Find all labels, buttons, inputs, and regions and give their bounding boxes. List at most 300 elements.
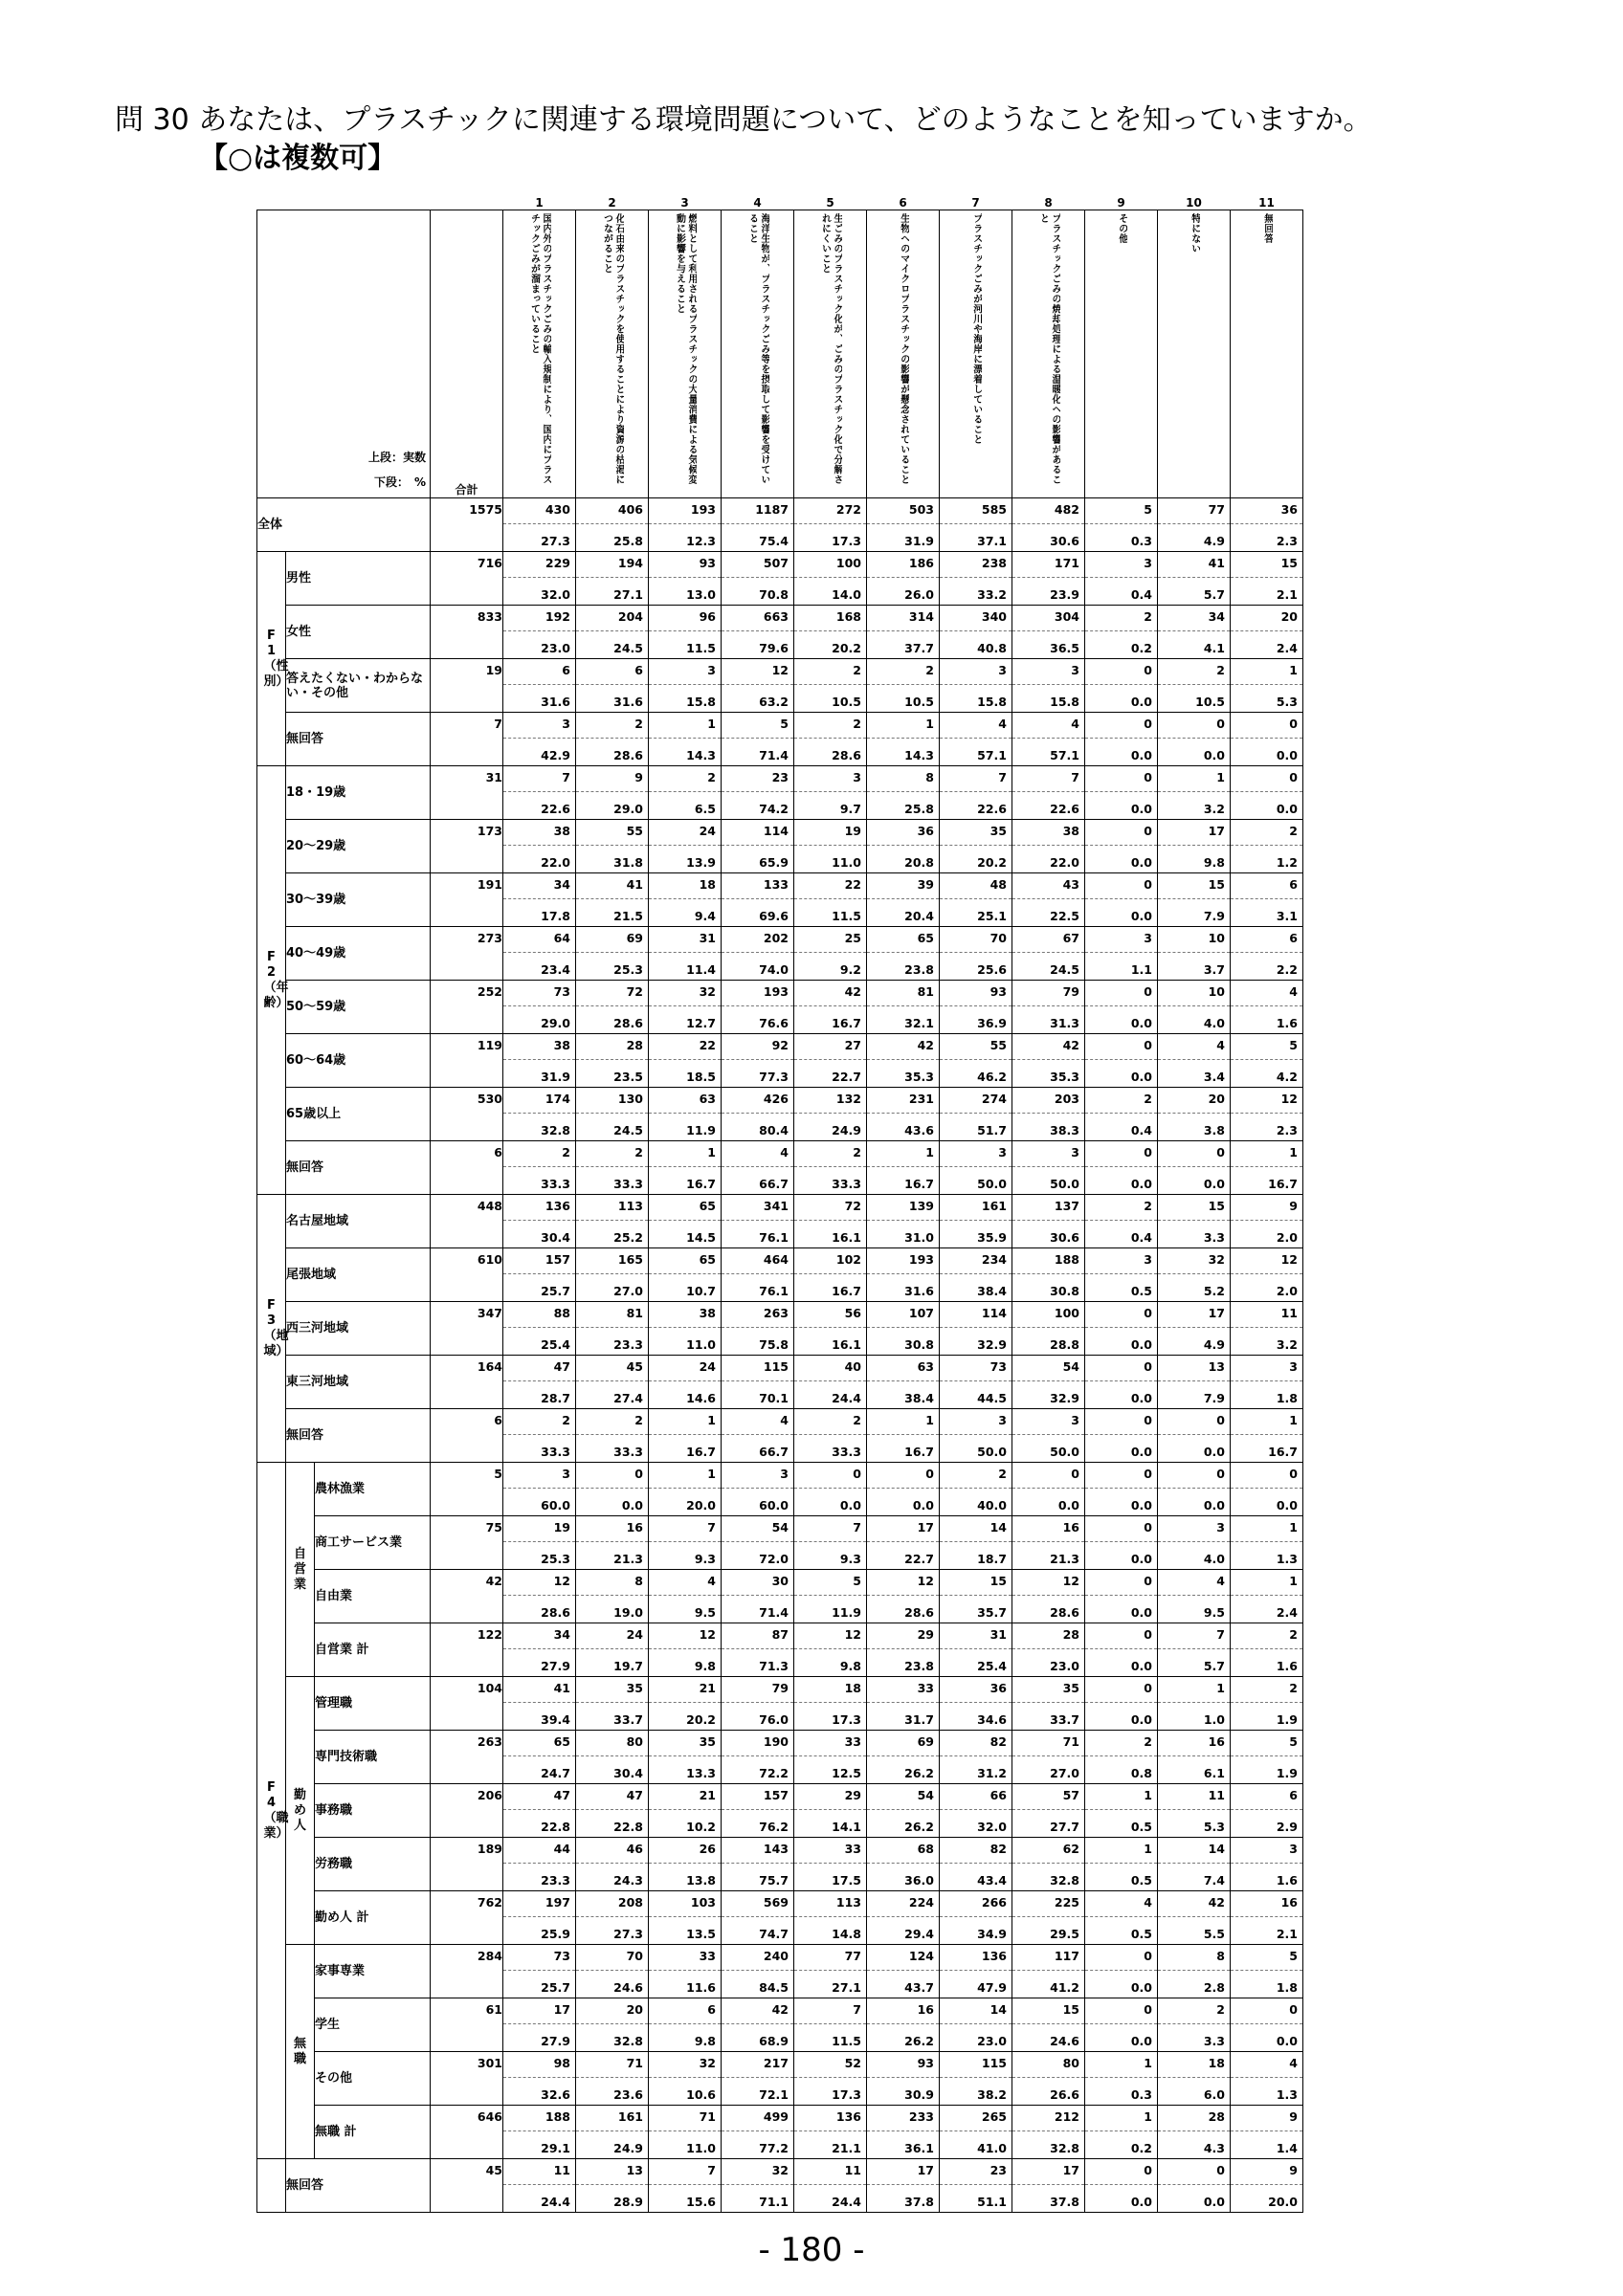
data-cell: [867, 1463, 940, 1516]
cell-percent: 37.8: [1050, 2195, 1079, 2209]
cell-percent: 14.0: [832, 587, 861, 602]
cell-percent: 9.8: [839, 1659, 861, 1673]
column-number: 11: [1258, 196, 1275, 210]
cell-percent: 18.7: [977, 1552, 1007, 1566]
cell-percent: 4.0: [1203, 1552, 1225, 1566]
cell-count: 0: [1289, 770, 1298, 784]
cell-count: 14: [989, 1520, 1007, 1534]
cell-count: 16: [1208, 1734, 1225, 1749]
cell-percent: 7.9: [1203, 909, 1225, 923]
cell-count: 1: [1144, 1788, 1152, 1802]
cell-percent: 16.7: [686, 1445, 716, 1459]
data-cell: [940, 1570, 1012, 1623]
cell-percent: 24.9: [613, 2141, 643, 2155]
cell-count: 66: [989, 1788, 1007, 1802]
cell-count: 93: [917, 2056, 934, 2070]
data-cell: [1012, 1195, 1085, 1248]
cell-percent: 31.6: [541, 695, 570, 709]
row-label: 30～39歳: [286, 873, 431, 927]
cell-percent: 0.0: [912, 1498, 934, 1512]
cell-count: 35: [989, 824, 1007, 838]
cell-count: 0: [1144, 984, 1152, 999]
data-cell: [1158, 927, 1231, 981]
data-cell: [940, 1731, 1012, 1784]
cell-count: 87: [771, 1627, 789, 1642]
cell-percent: 71.3: [759, 1659, 789, 1673]
data-cell: [649, 1784, 722, 1838]
data-cell: [1012, 606, 1085, 659]
cell-percent: 0.0: [1276, 748, 1298, 762]
cell-count: 6: [1289, 931, 1298, 945]
cell-percent: 41.0: [977, 2141, 1007, 2155]
cell-count: 0: [1144, 877, 1152, 892]
cell-count: 430: [545, 502, 570, 517]
cell-count: 7: [998, 770, 1007, 784]
cell-count: 4: [1216, 1574, 1225, 1588]
cell-percent: 76.2: [759, 1820, 789, 1834]
cell-count: 22: [699, 1038, 716, 1052]
column-header: プラスチックごみが河川や海岸に漂着していること: [940, 210, 1012, 498]
cell-count: 569: [763, 1895, 789, 1910]
cell-percent: 22.0: [541, 855, 570, 870]
cell-count: 33: [844, 1842, 861, 1856]
cell-count: 12: [917, 1574, 934, 1588]
cell-percent: 0.0: [1203, 1498, 1225, 1512]
data-cell: [1085, 1731, 1158, 1784]
cell-percent: 1.6: [1276, 1016, 1298, 1030]
cell-count: 31: [699, 931, 716, 945]
cell-count: 32: [771, 2163, 789, 2177]
cell-percent: 69.6: [759, 909, 789, 923]
table-row: [257, 713, 1303, 766]
data-cell: [722, 1891, 794, 1945]
data-cell: [1012, 1838, 1085, 1891]
cell-percent: 21.1: [832, 2141, 861, 2155]
cell-percent: 24.5: [613, 1123, 643, 1137]
cell-percent: 9.5: [694, 1605, 716, 1620]
row-total: [431, 1141, 503, 1195]
cell-count: 19: [553, 1520, 570, 1534]
cell-count: 1: [1289, 1520, 1298, 1534]
cell-count: 0: [1144, 824, 1152, 838]
cell-percent: 23.0: [1050, 1659, 1079, 1673]
cell-percent: 30.6: [1050, 534, 1079, 548]
cell-count: 21: [699, 1788, 716, 1802]
cell-count: 80: [1062, 2056, 1079, 2070]
cell-count: 2: [562, 1413, 570, 1427]
cell-count: 35: [699, 1734, 716, 1749]
data-cell: [1085, 766, 1158, 820]
cell-count: 0: [1144, 1467, 1152, 1481]
cell-count: 38: [699, 1306, 716, 1320]
data-cell: [1158, 820, 1231, 873]
cell-percent: 30.4: [613, 1766, 643, 1780]
data-cell: [794, 1356, 867, 1409]
data-cell: [576, 766, 649, 820]
cell-count: 0: [1144, 2163, 1152, 2177]
cell-percent: 34.6: [977, 1712, 1007, 1727]
cell-count: 3: [1071, 663, 1079, 677]
data-cell: [503, 927, 576, 981]
cell-percent: 32.8: [541, 1123, 570, 1137]
cell-count: 54: [1062, 1359, 1079, 1374]
data-cell: [1085, 820, 1158, 873]
cell-count: 26: [699, 1842, 716, 1856]
cell-percent: 28.9: [613, 2195, 643, 2209]
column-number: 8: [1044, 196, 1053, 210]
cell-count: 2: [1144, 1734, 1152, 1749]
data-cell: [1012, 1034, 1085, 1088]
cell-percent: 11.4: [686, 962, 716, 977]
data-cell: [1158, 498, 1231, 552]
data-cell: [503, 552, 576, 606]
cell-percent: 29.0: [541, 1016, 570, 1030]
cell-percent: 12.7: [686, 1016, 716, 1030]
cell-count: 12: [1062, 1574, 1079, 1588]
row-label: 無職 計: [315, 2106, 431, 2159]
cell-count: 36: [1280, 502, 1298, 517]
row-total-value: 6: [494, 1145, 502, 1159]
cell-percent: 9.8: [694, 1659, 716, 1673]
data-cell: [576, 1356, 649, 1409]
cell-count: 8: [1216, 1949, 1225, 1963]
row-label: 勤め人 計: [315, 1891, 431, 1945]
cell-percent: 3.3: [1203, 1230, 1225, 1245]
cell-percent: 9.3: [839, 1552, 861, 1566]
data-cell: [1012, 498, 1085, 552]
data-cell: [1158, 1302, 1231, 1356]
cell-count: 79: [771, 1681, 789, 1695]
data-cell: [649, 1998, 722, 2052]
data-cell: [794, 820, 867, 873]
cell-percent: 4.0: [1203, 1016, 1225, 1030]
data-cell: [1231, 766, 1303, 820]
column-number-row: [257, 196, 1303, 210]
data-cell: [722, 2159, 794, 2213]
row-total: [431, 873, 503, 927]
data-cell: [576, 498, 649, 552]
data-cell: [576, 2106, 649, 2159]
cell-percent: 32.8: [1050, 2141, 1079, 2155]
cell-count: 186: [908, 556, 934, 570]
cell-percent: 1.2: [1276, 855, 1298, 870]
data-cell: [722, 1945, 794, 1998]
cell-percent: 35.7: [977, 1605, 1007, 1620]
cell-percent: 0.0: [1130, 695, 1152, 709]
cell-percent: 22.6: [1050, 802, 1079, 816]
cell-percent: 2.8: [1203, 1980, 1225, 1995]
data-cell: [503, 820, 576, 873]
cell-count: 188: [1054, 1252, 1079, 1267]
cell-count: 7: [1216, 1627, 1225, 1642]
data-cell: [1012, 981, 1085, 1034]
data-cell: [1012, 820, 1085, 873]
table-row: [257, 1623, 1303, 1677]
cell-count: 139: [908, 1199, 934, 1213]
row-total-value: 42: [485, 1574, 502, 1588]
column-header: 生物へのマイクロプラスチックの影響が懸念されていること: [867, 210, 940, 498]
cell-percent: 27.3: [613, 1927, 643, 1941]
data-cell: [1012, 1998, 1085, 2052]
cell-percent: 71.4: [759, 748, 789, 762]
cell-count: 2: [853, 717, 861, 731]
data-cell: [722, 713, 794, 766]
cell-count: 3: [998, 1145, 1007, 1159]
cell-percent: 0.5: [1130, 1927, 1152, 1941]
cell-count: 47: [553, 1788, 570, 1802]
cell-count: 503: [908, 502, 934, 517]
data-cell: [576, 1623, 649, 1677]
cell-count: 38: [553, 1038, 570, 1052]
data-cell: [940, 1409, 1012, 1463]
data-cell: [1158, 1248, 1231, 1302]
data-cell: [1085, 2159, 1158, 2213]
row-total-value: 164: [477, 1359, 502, 1374]
data-cell: [1012, 1784, 1085, 1838]
data-cell: [867, 713, 940, 766]
data-cell: [649, 1248, 722, 1302]
cell-count: 266: [981, 1895, 1007, 1910]
group-label: [257, 1463, 289, 2159]
cell-percent: 20.8: [904, 855, 934, 870]
cell-percent: 1.0: [1203, 1712, 1225, 1727]
cell-percent: 32.6: [541, 2087, 570, 2102]
group-label-text: 自営業: [293, 1546, 306, 1592]
cell-percent: 20.0: [686, 1498, 716, 1512]
data-cell: [1158, 1945, 1231, 1998]
cell-percent: 1.8: [1276, 1391, 1298, 1405]
column-number: 5: [826, 196, 834, 210]
data-cell: [649, 1677, 722, 1731]
data-cell: [1158, 1409, 1231, 1463]
cell-count: 77: [844, 1949, 861, 1963]
cell-percent: 9.7: [839, 802, 861, 816]
cell-percent: 0.3: [1130, 2087, 1152, 2102]
cell-count: 42: [917, 1038, 934, 1052]
cell-percent: 15.8: [686, 695, 716, 709]
data-cell: [1085, 1409, 1158, 1463]
cell-percent: 5.3: [1203, 1820, 1225, 1834]
row-total-value: 448: [477, 1199, 502, 1213]
cell-count: 4: [1289, 984, 1298, 999]
data-cell: [1158, 873, 1231, 927]
cell-percent: 27.0: [613, 1284, 643, 1298]
cell-percent: 77.2: [759, 2141, 789, 2155]
cell-count: 42: [1208, 1895, 1225, 1910]
cell-percent: 3.2: [1203, 802, 1225, 816]
data-cell: [867, 1891, 940, 1945]
cell-percent: 0.0: [1130, 1391, 1152, 1405]
cell-count: 2: [1144, 1092, 1152, 1106]
cell-percent: 23.4: [541, 962, 570, 977]
cell-percent: 0.0: [1057, 1498, 1079, 1512]
data-cell: [503, 2106, 576, 2159]
data-cell: [722, 1784, 794, 1838]
cell-percent: 29.5: [1050, 1927, 1079, 1941]
cell-percent: 27.1: [832, 1980, 861, 1995]
cell-count: 115: [981, 2056, 1007, 2070]
data-cell: [649, 606, 722, 659]
row-label: 無回答: [286, 2159, 431, 2213]
cell-count: 93: [989, 984, 1007, 999]
cell-percent: 9.8: [694, 2034, 716, 2048]
cell-percent: 40.0: [977, 1498, 1007, 1512]
cell-count: 0: [1144, 1306, 1152, 1320]
cell-percent: 22.5: [1050, 909, 1079, 923]
cell-percent: 66.7: [759, 1445, 789, 1459]
row-total-value: 5: [494, 1467, 502, 1481]
cell-percent: 71.4: [759, 1605, 789, 1620]
group-label-text: F1（性別）: [263, 628, 289, 689]
cell-percent: 9.3: [694, 1552, 716, 1566]
cell-percent: 75.8: [759, 1337, 789, 1352]
cell-count: 70: [989, 931, 1007, 945]
data-cell: [794, 1248, 867, 1302]
cell-count: 2: [1216, 663, 1225, 677]
row-total: [431, 498, 503, 552]
cell-count: 426: [763, 1092, 789, 1106]
cell-count: 72: [626, 984, 643, 999]
cell-percent: 0.2: [1130, 641, 1152, 655]
cell-percent: 23.8: [904, 962, 934, 977]
data-cell: [940, 498, 1012, 552]
cell-count: 124: [908, 1949, 934, 1963]
data-cell: [794, 2159, 867, 2213]
cell-percent: 38.2: [977, 2087, 1007, 2102]
data-cell: [649, 713, 722, 766]
cell-count: 41: [1208, 556, 1225, 570]
cell-percent: 9.8: [1203, 855, 1225, 870]
cell-count: 35: [1062, 1681, 1079, 1695]
data-cell: [503, 659, 576, 713]
cell-count: 4: [1071, 717, 1079, 731]
data-cell: [576, 1516, 649, 1570]
data-cell: [722, 1570, 794, 1623]
data-cell: [1231, 1516, 1303, 1570]
row-label: その他: [315, 2052, 431, 2106]
cell-count: 73: [989, 1359, 1007, 1374]
cell-percent: 23.3: [613, 1337, 643, 1352]
cell-count: 2: [1289, 1627, 1298, 1642]
cell-percent: 50.0: [1050, 1445, 1079, 1459]
data-cell: [1231, 1141, 1303, 1195]
cell-percent: 72.0: [759, 1552, 789, 1566]
cell-percent: 0.2: [1130, 2141, 1152, 2155]
row-label: 名古屋地域: [286, 1195, 431, 1248]
cell-count: 82: [989, 1842, 1007, 1856]
data-cell: [722, 1195, 794, 1248]
data-cell: [1158, 981, 1231, 1034]
data-cell: [1231, 552, 1303, 606]
cell-count: 20: [1280, 609, 1298, 624]
cell-count: 225: [1054, 1895, 1079, 1910]
data-cell: [1012, 1141, 1085, 1195]
data-cell: [722, 1141, 794, 1195]
data-cell: [503, 1088, 576, 1141]
cell-percent: 7.4: [1203, 1873, 1225, 1888]
data-cell: [940, 1463, 1012, 1516]
data-cell: [794, 981, 867, 1034]
cell-count: 3: [780, 1467, 789, 1481]
cell-count: 231: [908, 1092, 934, 1106]
cell-count: 136: [545, 1199, 570, 1213]
cell-count: 0: [925, 1467, 934, 1481]
cell-percent: 0.0: [1130, 802, 1152, 816]
cell-percent: 24.6: [613, 1980, 643, 1995]
data-cell: [576, 927, 649, 981]
cell-count: 103: [690, 1895, 716, 1910]
cell-count: 1: [707, 1467, 716, 1481]
data-cell: [649, 1088, 722, 1141]
group-label: [286, 1677, 315, 1945]
cell-count: 507: [763, 556, 789, 570]
data-cell: [940, 1516, 1012, 1570]
data-cell: [1158, 1034, 1231, 1088]
cell-count: 3: [1144, 1252, 1152, 1267]
data-cell: [649, 498, 722, 552]
data-cell: [649, 659, 722, 713]
cell-percent: 5.7: [1203, 587, 1225, 602]
row-total-value: 1575: [469, 502, 502, 517]
table-row: [257, 1838, 1303, 1891]
cell-percent: 4.3: [1203, 2141, 1225, 2155]
data-cell: [867, 1356, 940, 1409]
cell-count: 96: [699, 609, 716, 624]
data-cell: [576, 552, 649, 606]
data-cell: [649, 1731, 722, 1784]
cell-percent: 11.9: [686, 1123, 716, 1137]
cell-percent: 1.9: [1276, 1712, 1298, 1727]
cell-count: 136: [835, 2109, 861, 2124]
cell-percent: 0.0: [1130, 1552, 1152, 1566]
cell-percent: 28.6: [1050, 1605, 1079, 1620]
cell-percent: 0.5: [1130, 1873, 1152, 1888]
cell-count: 113: [617, 1199, 643, 1213]
cell-count: 5: [1289, 1734, 1298, 1749]
data-cell: [649, 2106, 722, 2159]
cell-count: 11: [844, 2163, 861, 2177]
table-row: [257, 606, 1303, 659]
group-label-text: 勤め人: [293, 1787, 306, 1833]
cell-percent: 31.6: [904, 1284, 934, 1298]
table-row: [257, 1784, 1303, 1838]
row-label: 自由業: [315, 1570, 431, 1623]
page-number: - 180 -: [758, 2231, 865, 2269]
data-cell: [1158, 1195, 1231, 1248]
data-cell: [940, 1838, 1012, 1891]
total-header: 合計: [431, 210, 503, 498]
data-cell: [1231, 1623, 1303, 1677]
cell-percent: 25.7: [541, 1980, 570, 1995]
data-cell: [722, 1463, 794, 1516]
data-cell: [722, 873, 794, 927]
cell-percent: 2.3: [1276, 534, 1298, 548]
data-cell: [794, 1141, 867, 1195]
cell-percent: 33.3: [613, 1445, 643, 1459]
cell-percent: 22.8: [613, 1820, 643, 1834]
row-total-value: 762: [477, 1895, 502, 1910]
cell-percent: 33.3: [832, 1445, 861, 1459]
data-cell: [1158, 1731, 1231, 1784]
data-cell: [722, 1409, 794, 1463]
cell-percent: 24.6: [1050, 2034, 1079, 2048]
cell-count: 0: [1144, 770, 1152, 784]
cell-count: 39: [917, 877, 934, 892]
cell-percent: 32.9: [977, 1337, 1007, 1352]
table-row: [257, 1034, 1303, 1088]
group-label-text: F2（年齢）: [263, 949, 289, 1010]
data-cell: [1158, 2052, 1231, 2106]
